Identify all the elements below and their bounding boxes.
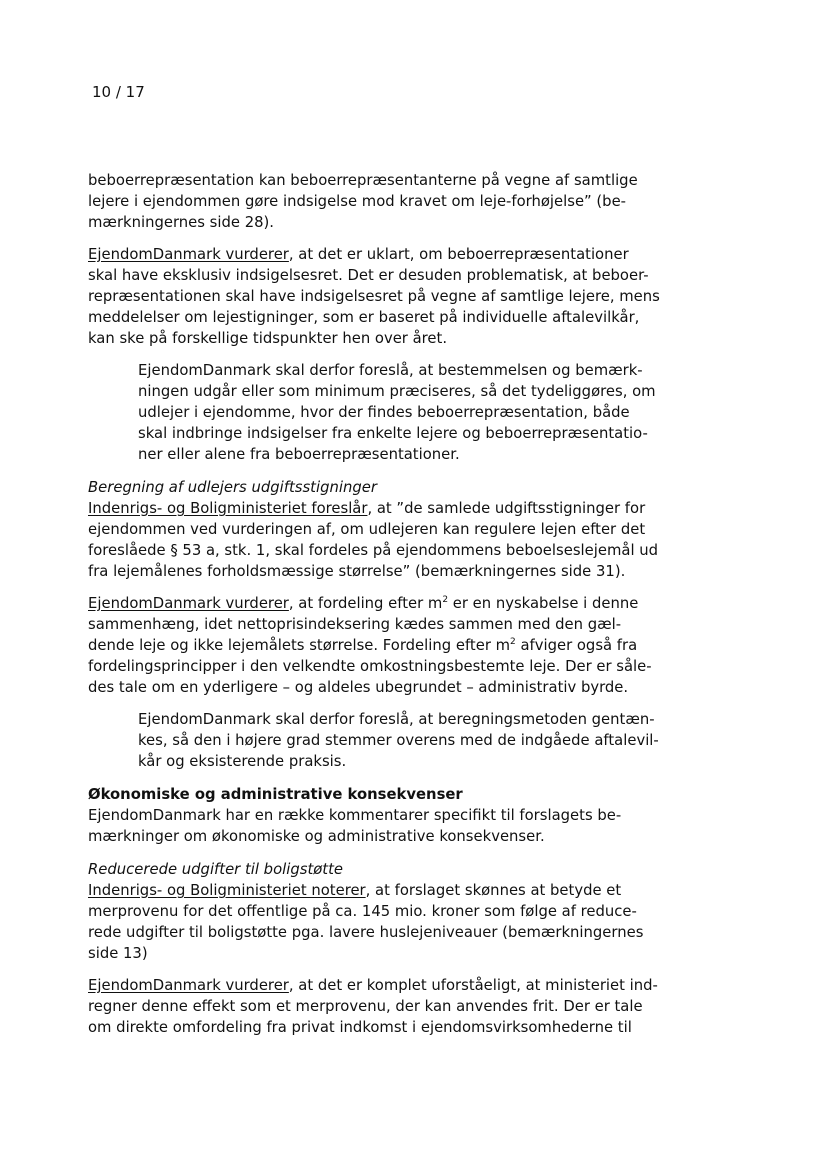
text-line: , at ”de samlede udgiftsstigninger for	[367, 500, 646, 517]
text-line: foreslåede § 53 a, stk. 1, skal fordeles på ejendommens beboelseslejemål ud	[88, 542, 659, 559]
lead-phrase: Indenrigs- og Boligministeriet noterer	[88, 882, 366, 899]
recommendation-2	[138, 709, 668, 772]
text-line: ejendommen ved vurderingen af, om udlejeren kan regulere lejen efter det	[88, 521, 646, 538]
lead-phrase: EjendomDanmark vurderer	[88, 246, 289, 263]
text-line: mærkningernes side 28).	[88, 214, 275, 231]
paragraph-5	[88, 784, 668, 847]
text-line: lejere i ejendommen gøre indsigelse mod kravet om leje-forhøjelse” (be-	[88, 193, 627, 210]
text-line: , at forslaget skønnes at betyde et	[365, 882, 622, 899]
text-fragment: , at fordeling efter m	[288, 595, 443, 612]
text-line: , at det er komplet uforståeligt, at ministeriet ind-	[288, 977, 658, 994]
text-fragment: dende leje og ikke lejemålets størrelse. Fordeling efter m	[88, 637, 511, 654]
paragraph-4	[88, 593, 668, 698]
lead-phrase: EjendomDanmark vurderer	[88, 595, 289, 612]
text-line: mærkninger om økonomiske og administrative konsekvenser.	[88, 828, 545, 845]
text-line: beboerrepræsentation kan beboerrepræsentanterne på vegne af samtlige	[88, 172, 638, 189]
section-heading: Økonomiske og administrative konsekvenser	[88, 786, 463, 803]
text-line: repræsentationen skal have indsigelsesret på vegne af samtlige lejere, mens	[88, 288, 660, 305]
paragraph-1	[88, 170, 668, 233]
text-fragment: er en nyskabelse i denne	[448, 595, 639, 612]
text-line: kår og eksisterende praksis.	[138, 753, 347, 770]
text-line: om direkte omfordeling fra privat indkomst i ejendomsvirksomhederne til	[88, 1019, 632, 1036]
page-number: 10 / 17	[92, 83, 145, 101]
lead-phrase: EjendomDanmark vurderer	[88, 977, 289, 994]
section-heading: Reducerede udgifter til boligstøtte	[88, 861, 344, 878]
text-line: merprovenu for det offentlige på ca. 145 mio. kroner som følge af reduce-	[88, 903, 637, 920]
document-body	[88, 170, 668, 1038]
text-line: skal indbringe indsigelser fra enkelte lejere og beboerrepræsentatio-	[138, 425, 648, 442]
text-line: kan ske på forskellige tidspunkter hen over året.	[88, 330, 448, 347]
text-line: des tale om en yderligere – og aldeles ubegrundet – administrativ byrde.	[88, 679, 629, 696]
text-line: skal have eksklusiv indsigelsesret. Det er desuden problematisk, at beboer-	[88, 267, 649, 284]
paragraph-6	[88, 859, 668, 964]
text-line: fra lejemålenes forholdsmæssige størrelse” (bemærkningernes side 31).	[88, 563, 626, 580]
text-line: , at det er uklart, om beboerrepræsentationer	[288, 246, 629, 263]
paragraph-3	[88, 477, 668, 582]
text-line: fordelingsprincipper i den velkendte omkostningsbestemte leje. Der er såle-	[88, 658, 652, 675]
text-line: rede udgifter til boligstøtte pga. lavere huslejeniveauer (bemærkningernes	[88, 924, 644, 941]
text-line: EjendomDanmark har en række kommentarer specifikt til forslagets be-	[88, 807, 622, 824]
text-line: udlejer i ejendomme, hvor der findes beboerrepræsentation, både	[138, 404, 630, 421]
paragraph-2	[88, 244, 668, 349]
text-line: side 13)	[88, 945, 148, 962]
paragraph-7	[88, 975, 668, 1038]
text-line: sammenhæng, idet nettoprisindeksering kædes sammen med den gæl-	[88, 616, 622, 633]
superscript: 2	[510, 637, 516, 648]
text-line: ningen udgår eller som minimum præciseres, så det tydeliggøres, om	[138, 383, 656, 400]
text-line: kes, så den i højere grad stemmer overens med de indgåede aftalevil-	[138, 732, 659, 749]
text-line: regner denne effekt som et merprovenu, der kan anvendes frit. Der er tale	[88, 998, 643, 1015]
text-fragment: afviger også fra	[515, 637, 638, 654]
text-line: meddelelser om lejestigninger, som er baseret på individuelle aftalevilkår,	[88, 309, 640, 326]
text-line: EjendomDanmark skal derfor foreslå, at bestemmelsen og bemærk-	[138, 362, 643, 379]
recommendation-1	[138, 360, 668, 465]
text-line: EjendomDanmark skal derfor foreslå, at beregningsmetoden gentæn-	[138, 711, 655, 728]
superscript: 2	[442, 595, 449, 606]
section-heading: Beregning af udlejers udgiftsstigninger	[88, 479, 377, 496]
text-line: ner eller alene fra beboerrepræsentationer.	[138, 446, 460, 463]
lead-phrase: Indenrigs- og Boligministeriet foreslår	[88, 500, 368, 517]
